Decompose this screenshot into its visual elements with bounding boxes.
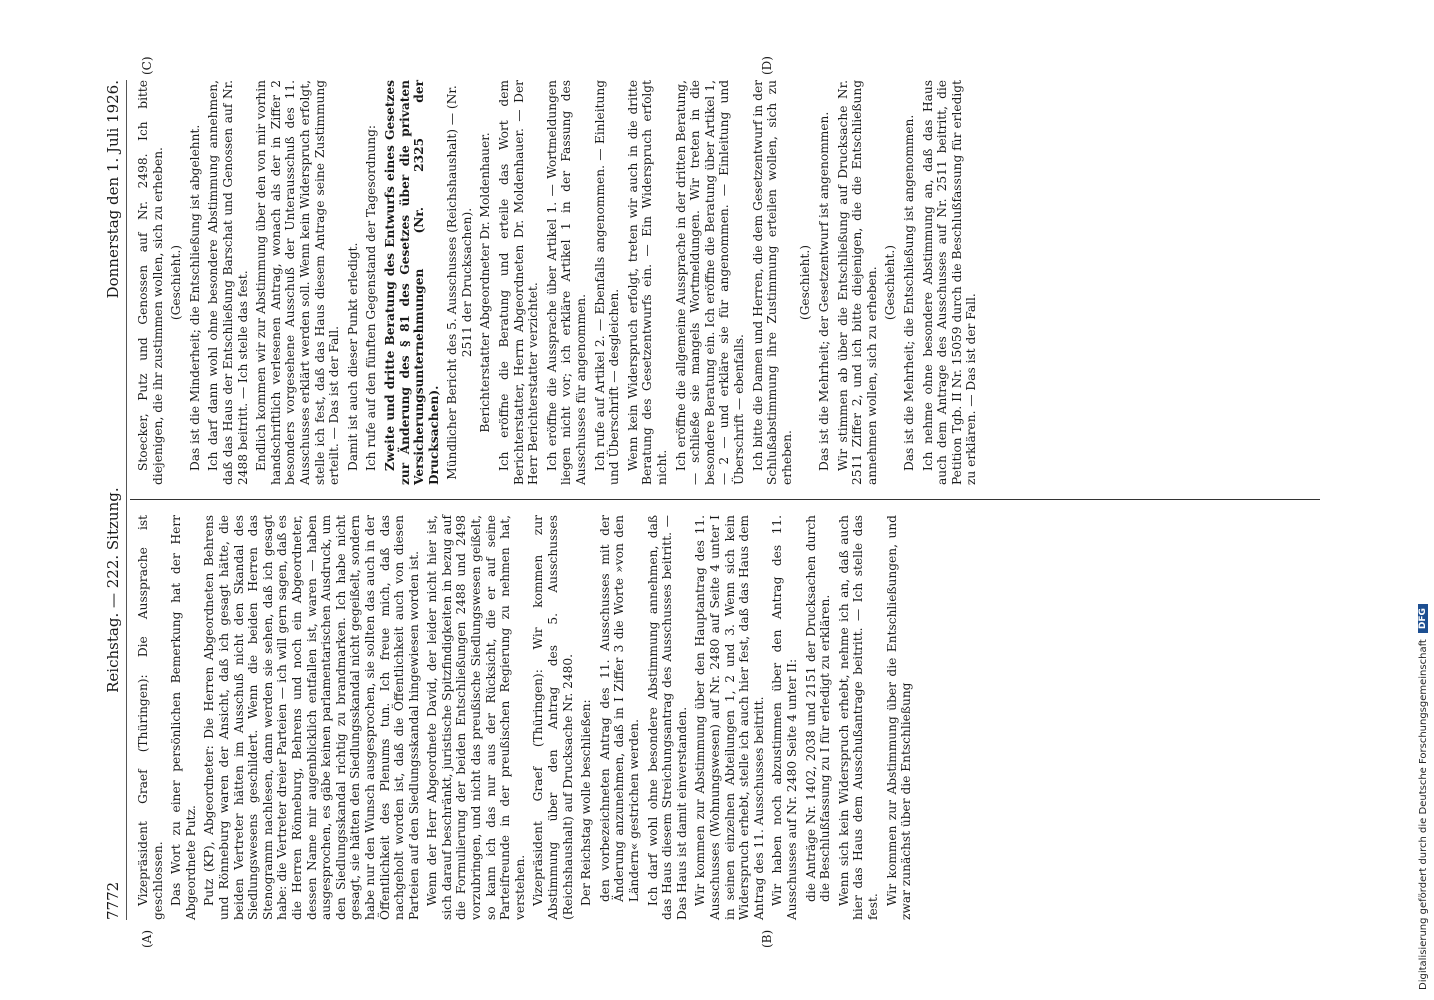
stage-direction: (Geschieht.) [883, 244, 898, 321]
column-divider [130, 499, 1320, 500]
paragraph: Ich eröffne die Aussprache über Artikel 1. — Wortmeldungen liegen nicht vor; ich erkläre Artikel 1 in der Fassung des Ausschusses für angenommen. [544, 80, 589, 485]
paragraph: Vizepräsident Graef (Thüringen): Wir kommen zur Abstimmung über den Antrag des 5. Ausschusses (Reichshaushalt) auf Drucksache Nr. 2480. [531, 515, 575, 920]
paragraph: Wir kommen zur Abstimmung über den Hauptantrag des 11. Ausschusses (Wohnungswesen) auf Nr. 2480 auf Seite 4 unter I in seinen einzelnen Abteilungen 1, 2 und 3. Wenn sich kein Widerspruch erhebt, stelle ich auch hier fest, daß das Haus dem Antrag des 11. Ausschusses beitritt. [693, 515, 766, 920]
left-column [136, 515, 918, 920]
report-reference: Mündlicher Bericht des 5. Ausschusses (Reichshaushalt) — (Nr. 2511 der Drucksachen). [445, 85, 474, 480]
paragraph: Ich darf dann wohl ohne besondere Abstimmung annehmen, daß das Haus der Entschließung Barschat und Genossen auf Nr. 2488 beitritt. — Ich stelle das fest. [206, 80, 250, 485]
paragraph: Das ist die Mehrheit; die Entschließung ist angenommen. [901, 114, 916, 471]
paragraph: Der Reichstag wolle beschließen: [579, 699, 594, 906]
paragraph: Ich darf wohl ohne besondere Abstimmung annehmen, daß das Haus diesem Streichungsantrag des Ausschusses beitritt. — Das Haus ist damit einverstanden. [645, 515, 689, 920]
stage-direction: (Geschieht.) [169, 244, 184, 321]
quoted-motion: die Anträge Nr. 1402, 2038 und 2151 der Drucksachen durch die Beschlußfassung zu I für erledigt zu erklären. [803, 515, 833, 902]
margin-marker-c: (C) [140, 56, 154, 75]
funding-notice: Digitalisierung gefördert durch die Deutsche Forschungsgemeinschaft [1417, 639, 1429, 990]
right-column [136, 80, 983, 485]
paragraph: Wenn kein Widerspruch erfolgt, treten wir auch in die dritte Beratung des Gesetzentwurfs ein. — Ein Widerspruch erfolgt nicht. [625, 80, 669, 485]
paragraph: Wir stimmen ab über die Entschließung auf Drucksache Nr. 2511 Ziffer 2, und ich bitte diejenigen, die die Entschließung annehmen wollen, sich zu erheben. [835, 80, 879, 485]
page-number: 7772 [104, 881, 122, 920]
paragraph: Wenn sich kein Widerspruch erhebt, nehme ich an, daß auch hier das Haus dem Ausschußantrage beitritt. — Ich stelle das fest. [836, 515, 880, 920]
page-body [100, 56, 1300, 948]
paragraph: Vizepräsident Graef (Thüringen): Die Aussprache ist geschlossen. [136, 515, 165, 920]
paragraph: Ich eröffne die allgemeine Aussprache in der dritten Beratung, — schließe sie mangels Wortmeldungen. Wir treten in die besondere Beratung ein. Ich eröffne die Beratung über Artikel 1, — 2 — und erkläre sie für angenommen. — Einleitung und Überschrift — ebenfalls. [673, 80, 746, 485]
right-running-title: Donnerstag den 1. Juli 1926. [104, 80, 122, 299]
paragraph: Ich rufe auf Artikel 2. — Ebenfalls angenommen. — Einleitung und Überschrift — desgleichen. [592, 80, 622, 485]
paragraph: Das ist die Mehrheit; der Gesetzentwurf ist angenommen. [816, 111, 831, 471]
paragraph: Stoecker, Putz und Genossen auf Nr. 2498. Ich bitte diejenigen, die ihr zustimmen wollen, sich zu erheben. [136, 80, 165, 485]
running-header [100, 80, 127, 920]
paragraph: Das ist die Minderheit; die Entschließung ist abgelehnt. [187, 124, 202, 471]
paragraph: Damit ist auch dieser Punkt erledigt. [345, 242, 360, 471]
funding-sidebar [1415, 10, 1431, 990]
paragraph: Wir haben noch abzustimmen über den Antrag des 11. Ausschusses auf Nr. 2480 Seite 4 unter II: [770, 515, 799, 920]
dfg-logo: DFG [1418, 604, 1428, 633]
margin-marker-a: (A) [140, 929, 154, 948]
paragraph: Ich rufe auf den fünften Gegenstand der Tagesordnung: [364, 124, 379, 471]
paragraph: Das Wort zu einer persönlichen Bemerkung hat der Herr Abgeordnete Putz. [169, 515, 198, 920]
margin-marker-d: (D) [760, 56, 774, 75]
margin-marker-b: (B) [760, 929, 774, 948]
quoted-motion: den vorbezeichneten Antrag des 11. Ausschusses mit der Änderung anzunehmen, daß in I Ziffer 3 die Worte »von den Ländern« gestrichen werden. [597, 515, 641, 902]
paragraph: Ich nehme ohne besondere Abstimmung an, daß das Haus auch dem Antrage des Ausschusses auf Nr. 2511 beitritt, die Petition Tgb. II Nr. 15059 durch die Beschlußfassung für erledigt zu erklären. — Das ist der Fall. [920, 80, 979, 485]
paragraph: Wir kommen zur Abstimmung über die Entschließungen, und zwar zunächst über die Entschließung [884, 515, 914, 920]
paragraph: Wenn der Herr Abgeordnete David, der leider nicht hier ist, sich darauf beschränkt, juristische Spitzfindigkeiten in bezug auf die Formulierung der beiden Entschließungen 2488 und 2498 vorzubringen, und nicht das preußische Siedlungswesen geißelt, so kann ich das nur aus der Rücksicht, die er auf seine Parteifreunde in der preußischen Regierung zu nehmen hat, verstehen. [425, 515, 527, 920]
rapporteur: Berichterstatter Abgeordneter Dr. Moldenhauer. [478, 132, 493, 433]
paragraph: Putz (KP), Abgeordneter: Die Herren Abgeordneten Behrens und Rönneburg waren der Ansicht, daß ich gesagt hätte, die beiden Vertreter hätten im Ausschuß nicht den Skandal des Siedlungswesens geschildert. Wenn die beiden Herren das Stenogramm nachlesen, dann werden sie sehen, daß ich gesagt habe: die Vertreter dreier Parteien — ich will gern sagen, daß es die Herren Rönneburg, Behrens und noch ein Abgeordneter, dessen Name mir augenblicklich entfallen ist, waren — haben ausgesprochen, es gäbe keinen parlamentarischen Ausdruck, um den Siedlungsskandal richtig zu brandmarken. Ich habe nicht gesagt, sie hätten den Siedlungsskandal nicht gegeißelt, sondern habe nur den Wunsch ausgesprochen, sie sollten das auch in der Öffentlichkeit des Plenums tun. Ich freue mich, daß das nachgeholt worden ist, daß die Öffentlichkeit auch von diesen Parteien auf den Siedlungsskandal hingewiesen worden ist. [202, 515, 421, 920]
agenda-item: Zweite und dritte Beratung des Entwurfs eines Gesetzes zur Änderung des § 81 des Gesetzes über die privaten Versicherungsunternehmungen (Nr. 2325 der Drucksachen). [382, 80, 441, 485]
paragraph: Ich bitte die Damen und Herren, die dem Gesetzentwurf in der Schlußabstimmung ihre Zustimmung erteilen wollen, sich zu erheben. [750, 80, 794, 485]
left-running-title: Reichstag. — 222. Sitzung. [104, 487, 122, 693]
stage-direction: (Geschieht.) [798, 244, 813, 321]
paragraph: Endlich kommen wir zur Abstimmung über den von mir vorhin handschriftlich verlesenen Antrag, wonach als der in Ziffer 2 besonders vorgesehene Ausschuß der Unterausschuß des 11. Ausschusses erklärt werden soll. Wenn kein Widerspruch erfolgt, stelle ich fest, daß das Haus diesem Antrage seine Zustimmung erteilt. — Das ist der Fall. [254, 80, 342, 485]
paragraph: Ich eröffne die Beratung und erteile das Wort dem Berichterstatter, Herrn Abgeordneten Dr. Moldenhauer. — Der Herr Berichterstatter verzichtet. [497, 80, 541, 485]
